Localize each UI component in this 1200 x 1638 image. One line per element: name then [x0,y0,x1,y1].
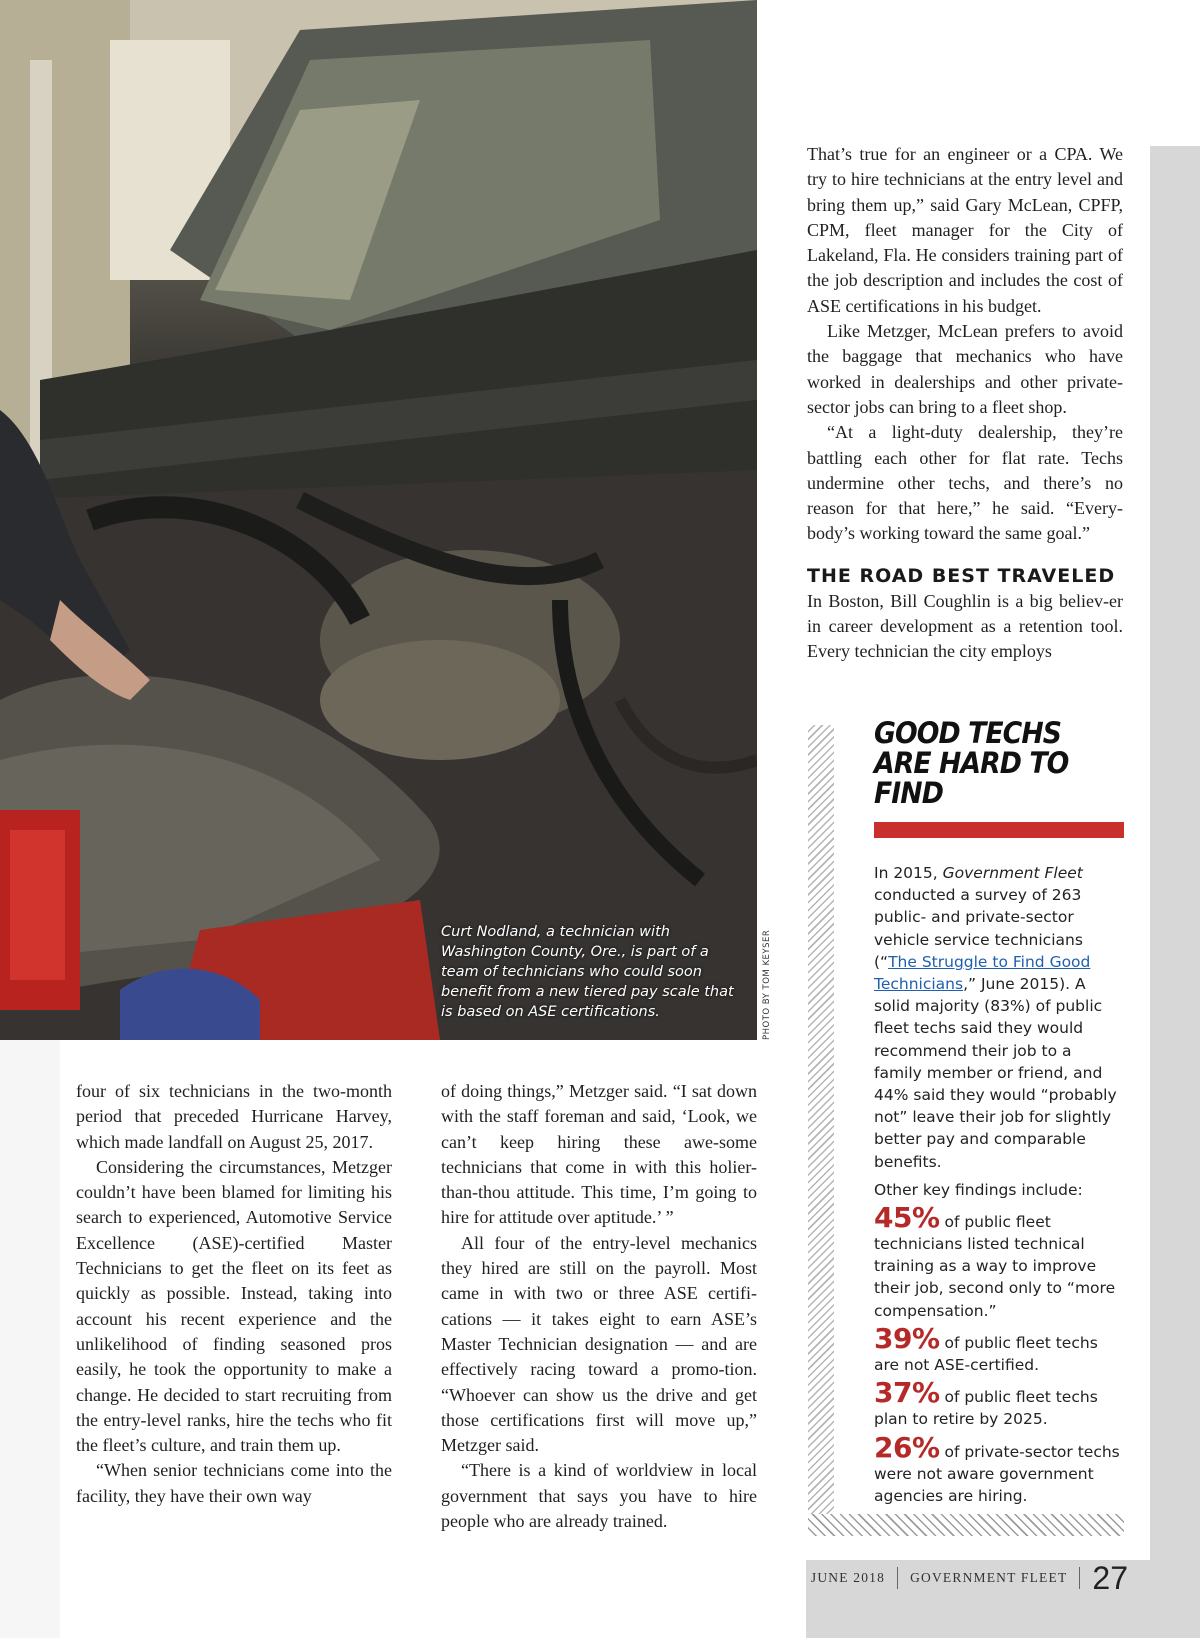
paragraph: “At a light-duty dealership, they’re battling each other for flat rate. Techs undermine other techs, and there’s no reason for that here,” he said. “Every-body’s working toward the same goal.” [807,422,1123,544]
stat-text: of public fleet techs are not ASE-certified. [874,1333,1098,1375]
photo-illustration [0,0,757,1040]
footer-divider [897,1567,898,1589]
intro-text: ,” June 2015). A solid majority (83%) of public fleet techs said they would recommend their job to a family member or friend, and 44% said they would “probably not” leave their job for slightly better pay and comparable benefits. [874,975,1117,1171]
article-link[interactable]: The Struggle to Find Good Technicians [874,952,1091,994]
sidebar-box [874,718,1124,1507]
paragraph: Like Metzger, McLean prefers to avoid the baggage that mechanics who have worked in dealerships and other private-sector jobs can bring to a fleet shop. [807,321,1123,417]
sidebar-title-line: ARE HARD TO FIND [874,746,1069,810]
stat-item [874,1376,1124,1430]
page-margin-tint [0,1040,60,1638]
paragraph: “When senior technicians come into the facility, they have their own way [76,1460,392,1506]
subheading: THE ROAD BEST TRAVELED [807,564,1116,587]
photo-caption: Curt Nodland, a technician with Washington County, Ore., is part of a team of technicians who could soon benefit from a new tiered pay scale that is based on ASE certifications. [441,924,734,1020]
sidebar-hatch-left [808,725,834,1525]
stat-text: of private-sector techs were not aware government agencies are hiring. [874,1442,1120,1506]
paragraph: Considering the circumstances, Metzger couldn’t have been blamed for limiting his search to experienced, Automotive Service Excellence (ASE)-certified Master Technicians to get the fleet on its feet as quickly as possible. Instead, taking into account his recent experience and the unlikelihood of finding seasoned pros easily, he took the opportunity to make a change. He decided to start recruiting from the entry-level ranks, hire the techs who fit the fleet’s culture, and train them up. [76,1156,392,1456]
paragraph: of doing things,” Metzger said. “I sat down with the staff foreman and said, ‘Look, we can’t keep hiring these awe-some technicians that come in with this holier-than-thou attitude. This time, I’m going to hire for attitude over aptitude.’ ” [441,1081,757,1228]
sidebar-title-line: GOOD TECHS [874,716,1062,750]
article-column-1 [76,1079,392,1509]
sidebar-hatch-bottom [808,1514,1124,1536]
sidebar-intro [874,862,1124,1173]
photo-credit: PHOTO BY TOM KEYSER [762,929,772,1040]
article-column-2 [441,1079,757,1534]
paragraph: “There is a kind of worldview in local government that says you have to hire people who are already trained. [441,1460,757,1532]
paragraph: That’s true for an engineer or a CPA. We try to hire technicians at the entry level and bring them up,” said Gary McLean, CPFP, CPM, fleet manager for the City of Lakeland, Fla. He considers training part of the job description and includes the cost of ASE certifications in his budget. [807,144,1123,316]
issue-date: JUNE 2018 [810,1570,886,1585]
stat-percent: 37% [874,1376,940,1410]
publication-name: Government Fleet [942,864,1083,882]
intro-text: In 2015, [874,864,943,882]
stat-item [874,1430,1124,1508]
sidebar-title [874,718,1104,808]
paragraph: All four of the entry-level mechanics they hired are still on the payroll. Most came in with two or three ASE certifi-cations — it takes eight to earn ASE’s Master Technician designation — and are effectively racing toward a promo-tion. “Whoever can show us the drive and get those certifications first will move up,” Metzger said. [441,1232,757,1456]
right-margin-strip [1150,146,1200,1570]
stat-item [874,1321,1124,1376]
page-footer [788,1560,1128,1596]
findings-label: Other key findings include: [874,1180,1083,1199]
stat-percent: 26% [874,1430,940,1464]
paragraph: four of six technicians in the two-month period that preceded Hurricane Harvey, which made landfall on August 25, 2017. [76,1081,392,1152]
stat-percent: 45% [874,1200,940,1234]
stat-text: of public fleet technicians listed technical training as a way to improve their job, second only to “more compensation.” [874,1212,1116,1320]
paragraph: In Boston, Bill Coughlin is a big believ-er in career development as a retention tool. Every technician the city employs [807,590,1123,662]
stat-percent: 39% [874,1321,940,1355]
article-column-3 [807,142,1123,665]
sidebar-accent-bar [874,822,1124,838]
magazine-name: GOVERNMENT FLEET [910,1570,1068,1585]
footer-divider [1079,1567,1080,1589]
stat-text: of public fleet techs plan to retire by 2025. [874,1388,1098,1429]
truck-engine-photo [0,0,757,1040]
page-number: 27 [1092,1559,1128,1596]
intro-text: conducted a survey of 263 public- and private-sector vehicle service technicians (“ [874,886,1083,971]
stat-item [874,1200,1124,1322]
